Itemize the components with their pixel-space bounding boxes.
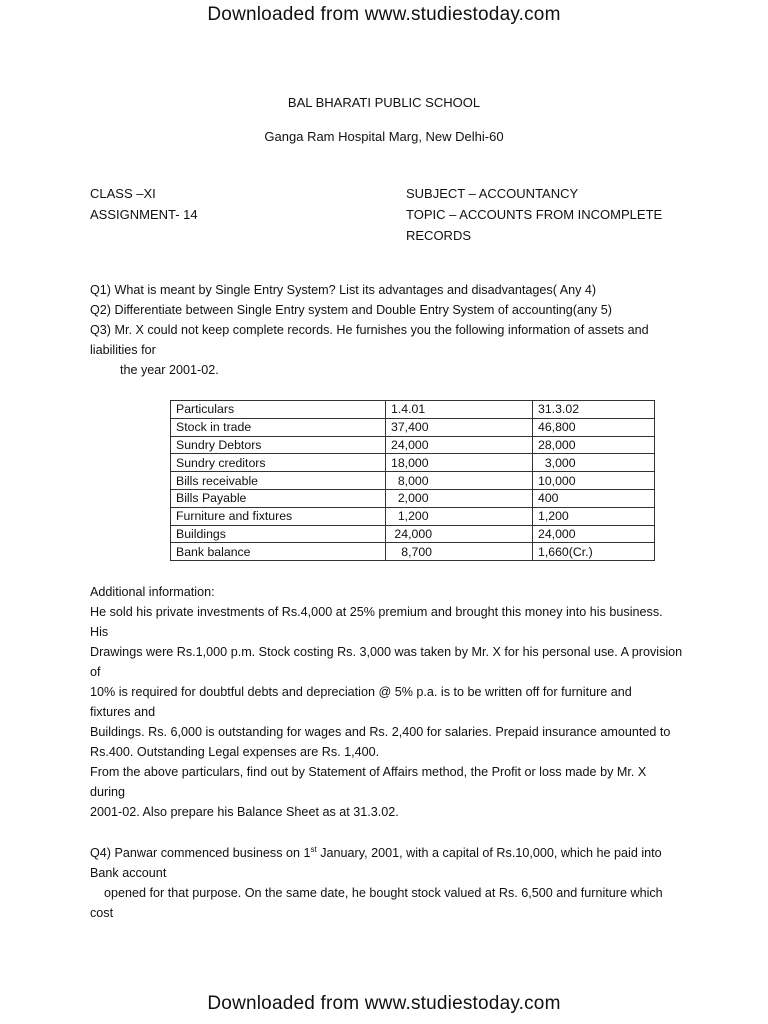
- additional-info-block: [90, 582, 690, 822]
- table-row: [171, 507, 655, 525]
- table-cell-1-4-01: 8,700: [386, 543, 533, 561]
- additional-info-line: Buildings. Rs. 6,000 is outstanding for wages and Rs. 2,400 for salaries. Prepaid insurance amounted to: [90, 725, 671, 739]
- table-cell-particular: Bills receivable: [171, 472, 386, 490]
- table-row: [171, 472, 655, 490]
- assignment-label: ASSIGNMENT- 14: [90, 207, 198, 222]
- table-cell-31-3-02: 1,660(Cr.): [533, 543, 655, 561]
- table-cell-particular: Sundry Debtors: [171, 436, 386, 454]
- additional-info-line: Rs.400. Outstanding Legal expenses are Rs. 1,400.: [90, 745, 380, 759]
- table-cell-31-3-02: 1,200: [533, 507, 655, 525]
- table-row: [171, 489, 655, 507]
- class-label: CLASS –XI: [90, 186, 156, 201]
- question-4-superscript: st: [310, 844, 317, 854]
- question-3-line2: liabilities for: [90, 343, 156, 357]
- table-row: [171, 525, 655, 543]
- additional-info-line: during: [90, 785, 126, 799]
- table-cell-31-3-02: 400: [533, 489, 655, 507]
- table-cell-1-4-01: 18,000: [386, 454, 533, 472]
- additional-info-heading: Additional information:: [90, 585, 215, 599]
- table-row: [171, 543, 655, 561]
- question-3-line3: the year 2001-02.: [120, 363, 219, 377]
- additional-info-line: Drawings were Rs.1,000 p.m. Stock costing Rs. 3,000 was taken by Mr. X for his personal use. A provision: [90, 645, 683, 659]
- additional-info-line: His: [90, 625, 109, 639]
- table-cell-1-4-01: 24,000: [386, 525, 533, 543]
- assets-liabilities-table: [170, 400, 655, 561]
- table-cell-1-4-01: 24,000: [386, 436, 533, 454]
- table-cell-31-3-02: 10,000: [533, 472, 655, 490]
- table-cell-particular: Furniture and fixtures: [171, 507, 386, 525]
- additional-info-line: fixtures and: [90, 705, 156, 719]
- table-cell-particular: Sundry creditors: [171, 454, 386, 472]
- question-4-line1: [90, 843, 690, 863]
- question-4-prefix: Q4) Panwar commenced business on 1: [90, 846, 311, 860]
- table-cell-1-4-01: 1,200: [386, 507, 533, 525]
- table-row: [171, 418, 655, 436]
- question-4-line3: opened for that purpose. On the same date, he bought stock valued at Rs. 6,500 and furniture which: [104, 886, 663, 900]
- questions-block: [90, 280, 690, 380]
- table-cell-1-4-01: 1.4.01: [386, 401, 533, 419]
- additional-info-line: 2001-02. Also prepare his Balance Sheet as at 31.3.02.: [90, 805, 399, 819]
- topic-label-line2: RECORDS: [406, 228, 472, 243]
- question-1: Q1) What is meant by Single Entry System? List its advantages and disadvantages( Any 4): [90, 283, 597, 297]
- table-cell-31-3-02: 28,000: [533, 436, 655, 454]
- table-cell-31-3-02: 31.3.02: [533, 401, 655, 419]
- question-4-block: [90, 843, 690, 923]
- subject-label: SUBJECT – ACCOUNTANCY: [406, 186, 579, 201]
- question-3-line1: Q3) Mr. X could not keep complete records. He furnishes you the following information of assets and: [90, 323, 649, 337]
- additional-info-line: of: [90, 665, 101, 679]
- download-banner-top: Downloaded from www.studiestoday.com: [207, 4, 561, 25]
- school-name: BAL BHARATI PUBLIC SCHOOL: [287, 95, 481, 110]
- table-row: [171, 454, 655, 472]
- table-cell-particular: Stock in trade: [171, 418, 386, 436]
- table-cell-31-3-02: 24,000: [533, 525, 655, 543]
- table-row: [171, 436, 655, 454]
- table-cell-particular: Bills Payable: [171, 489, 386, 507]
- table-cell-31-3-02: 46,800: [533, 418, 655, 436]
- question-4-line4: cost: [90, 906, 114, 920]
- question-4-line2: Bank account: [90, 866, 167, 880]
- table-cell-particular: Particulars: [171, 401, 386, 419]
- table-cell-1-4-01: 8,000: [386, 472, 533, 490]
- table-cell-31-3-02: 3,000: [533, 454, 655, 472]
- additional-info-line: He sold his private investments of Rs.4,000 at 25% premium and brought this money into his business.: [90, 605, 663, 619]
- school-address: Ganga Ram Hospital Marg, New Delhi-60: [264, 129, 504, 144]
- table-cell-1-4-01: 37,400: [386, 418, 533, 436]
- download-banner-bottom: Downloaded from www.studiestoday.com: [207, 993, 561, 1014]
- additional-info-line: From the above particulars, find out by Statement of Affairs method, the Profit or loss made by Mr. X: [90, 765, 647, 779]
- table-header-row: [171, 401, 655, 419]
- question-2: Q2) Differentiate between Single Entry system and Double Entry System of accounting(any 5): [90, 303, 612, 317]
- table-cell-particular: Bank balance: [171, 543, 386, 561]
- topic-label-line1: TOPIC – ACCOUNTS FROM INCOMPLETE: [406, 207, 663, 222]
- additional-info-line: 10% is required for doubtful debts and depreciation @ 5% p.a. is to be written off for furniture and: [90, 685, 632, 699]
- question-4-rest: January, 2001, with a capital of Rs.10,000, which he paid into: [316, 846, 662, 860]
- table-cell-particular: Buildings: [171, 525, 386, 543]
- table-cell-1-4-01: 2,000: [386, 489, 533, 507]
